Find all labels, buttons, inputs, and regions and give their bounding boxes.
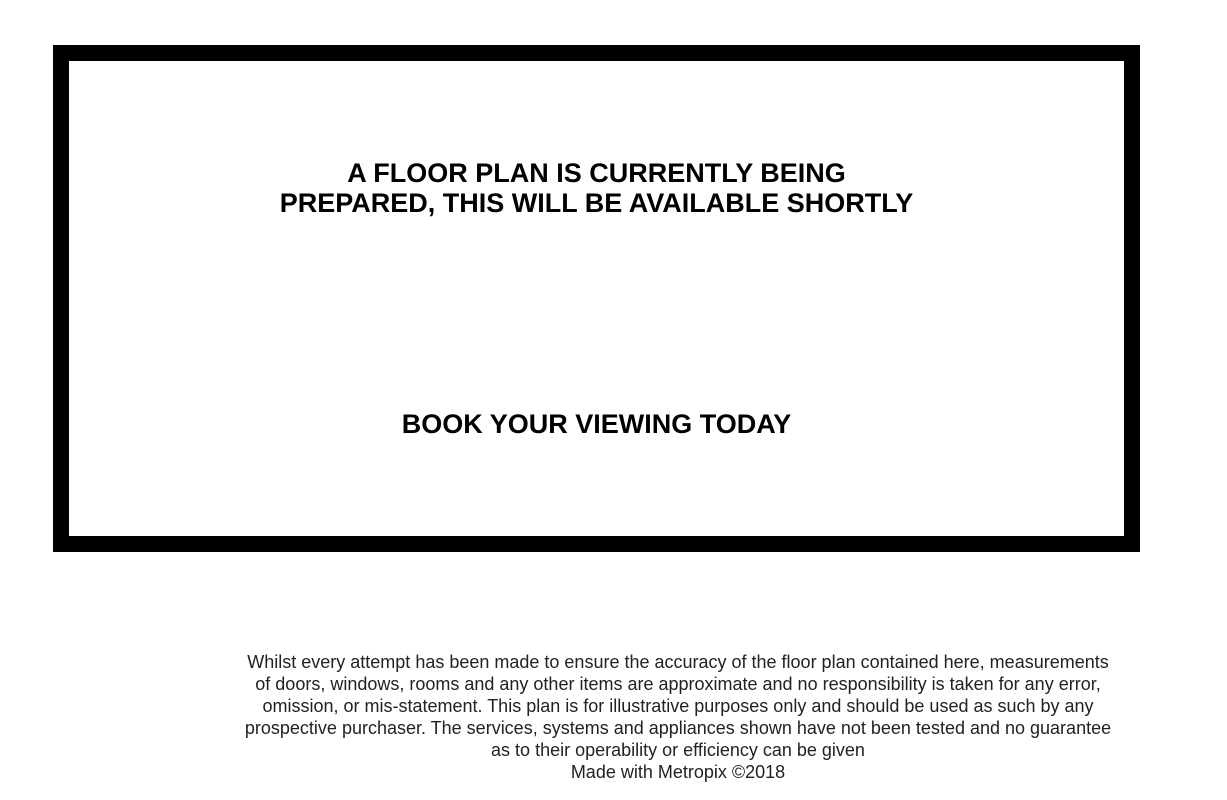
disclaimer-line: prospective purchaser. The services, systems and appliances shown have not been tested and no guarantee <box>244 718 1112 738</box>
metropix-credit: Made with Metropix ©2018 <box>570 762 786 782</box>
disclaimer <box>208 651 1148 783</box>
placeholder-heading-line2: PREPARED, THIS WILL BE AVAILABLE SHORTLY <box>279 188 914 218</box>
placeholder-heading <box>69 158 1124 218</box>
book-viewing-text: BOOK YOUR VIEWING TODAY <box>401 409 792 439</box>
floorplan-placeholder-box <box>53 45 1140 552</box>
disclaimer-line: as to their operability or efficiency can be given <box>491 740 865 760</box>
disclaimer-line: of doors, windows, rooms and any other items are approximate and no responsibility is taken for any error, <box>255 674 1101 694</box>
disclaimer-line: omission, or mis-statement. This plan is for illustrative purposes only and should be used as such by any <box>262 696 1094 716</box>
placeholder-heading-line1: A FLOOR PLAN IS CURRENTLY BEING <box>347 158 846 188</box>
disclaimer-line: Whilst every attempt has been made to ensure the accuracy of the floor plan contained here, measurements <box>247 652 1109 672</box>
